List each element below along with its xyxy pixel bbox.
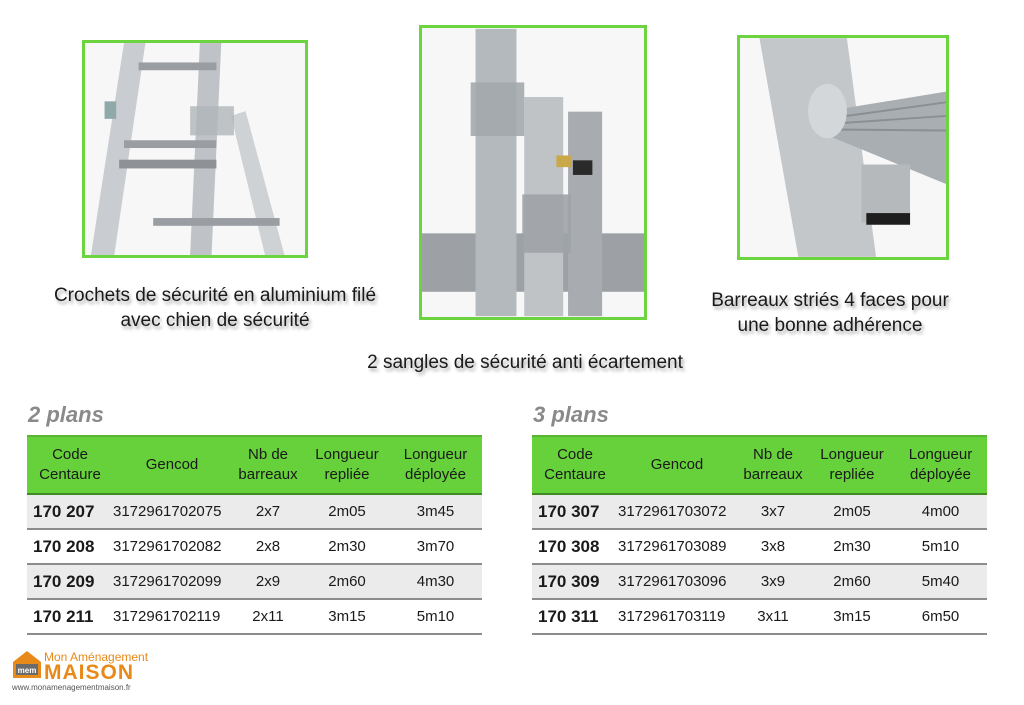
header-code-centaure: Code Centaure xyxy=(27,436,113,494)
cell-code: 170 311 xyxy=(532,599,618,634)
cell-code: 170 208 xyxy=(27,529,113,564)
caption-ribbed-rungs xyxy=(680,288,980,338)
caption-safety-straps xyxy=(320,350,730,375)
caption-safety-hooks xyxy=(10,283,420,333)
cell-folded: 3m15 xyxy=(305,599,389,634)
header-longueur-repliee: Longueur repliée xyxy=(305,436,389,494)
cell-deployed: 5m40 xyxy=(894,564,987,599)
table-row xyxy=(27,494,482,529)
cell-deployed: 3m45 xyxy=(389,494,482,529)
cell-gencod: 3172961702119 xyxy=(113,599,231,634)
header-longueur-repliee: Longueur repliée xyxy=(810,436,894,494)
logo-tagline: Mon Aménagement xyxy=(44,650,149,664)
cell-gencod: 3172961702082 xyxy=(113,529,231,564)
cell-deployed: 5m10 xyxy=(389,599,482,634)
photo-safety-straps xyxy=(419,25,647,320)
cell-deployed: 4m30 xyxy=(389,564,482,599)
table-row xyxy=(27,599,482,634)
caption-rungs-line1: Barreaux striés 4 faces pour xyxy=(711,290,949,311)
spec-table-2-plans xyxy=(27,435,482,635)
cell-code: 170 207 xyxy=(27,494,113,529)
cell-folded: 3m15 xyxy=(810,599,894,634)
cell-gencod: 3172961703072 xyxy=(618,494,736,529)
header-code-centaure: Code Centaure xyxy=(532,436,618,494)
cell-deployed: 3m70 xyxy=(389,529,482,564)
cell-deployed: 5m10 xyxy=(894,529,987,564)
cell-nb: 3x11 xyxy=(736,599,810,634)
house-logo-icon xyxy=(12,650,42,678)
caption-rungs-line2: une bonne adhérence xyxy=(737,315,923,336)
table-row xyxy=(532,494,987,529)
table-row xyxy=(27,564,482,599)
table-header-row xyxy=(532,436,987,494)
cell-nb: 3x8 xyxy=(736,529,810,564)
cell-deployed: 4m00 xyxy=(894,494,987,529)
table-row xyxy=(532,599,987,634)
cell-nb: 2x9 xyxy=(231,564,305,599)
cell-code: 170 307 xyxy=(532,494,618,529)
section-title-3-plans: 3 plans xyxy=(533,402,609,427)
cell-nb: 2x8 xyxy=(231,529,305,564)
cell-folded: 2m30 xyxy=(810,529,894,564)
header-longueur-deployee: Longueur déployée xyxy=(389,436,482,494)
cell-folded: 2m60 xyxy=(810,564,894,599)
svg-text:mem: mem xyxy=(17,666,37,675)
cell-code: 170 211 xyxy=(27,599,113,634)
table-header-row xyxy=(27,436,482,494)
header-gencod: Gencod xyxy=(113,436,231,494)
ladder-rungs-illustration xyxy=(740,38,946,257)
photo-safety-hooks xyxy=(82,40,308,258)
cell-folded: 2m05 xyxy=(305,494,389,529)
brand-logo[interactable] xyxy=(12,650,152,698)
spec-table-3-plans xyxy=(532,435,987,635)
cell-gencod: 3172961702099 xyxy=(113,564,231,599)
header-nb-barreaux: Nb de barreaux xyxy=(231,436,305,494)
cell-gencod: 3172961703119 xyxy=(618,599,736,634)
caption-straps-text: 2 sangles de sécurité anti écartement xyxy=(367,352,683,373)
ladder-hooks-illustration xyxy=(85,43,305,255)
cell-nb: 2x7 xyxy=(231,494,305,529)
table-row xyxy=(532,529,987,564)
caption-hooks-line1: Crochets de sécurité en aluminium filé xyxy=(53,285,377,306)
photo-ribbed-rungs xyxy=(737,35,949,260)
cell-nb: 2x11 xyxy=(231,599,305,634)
cell-folded: 2m05 xyxy=(810,494,894,529)
cell-gencod: 3172961703089 xyxy=(618,529,736,564)
header-nb-barreaux: Nb de barreaux xyxy=(736,436,810,494)
cell-gencod: 3172961702075 xyxy=(113,494,231,529)
ladder-straps-illustration xyxy=(422,28,644,317)
cell-folded: 2m60 xyxy=(305,564,389,599)
cell-deployed: 6m50 xyxy=(894,599,987,634)
header-longueur-deployee: Longueur déployée xyxy=(894,436,987,494)
cell-code: 170 209 xyxy=(27,564,113,599)
cell-nb: 3x9 xyxy=(736,564,810,599)
section-title-2-plans: 2 plans xyxy=(28,402,104,427)
cell-code: 170 309 xyxy=(532,564,618,599)
cell-code: 170 308 xyxy=(532,529,618,564)
cell-nb: 3x7 xyxy=(736,494,810,529)
header-gencod: Gencod xyxy=(618,436,736,494)
table-row xyxy=(532,564,987,599)
cell-gencod: 3172961703096 xyxy=(618,564,736,599)
table-row xyxy=(27,529,482,564)
caption-hooks-line2: avec chien de sécurité xyxy=(120,310,310,331)
logo-url[interactable]: www.monamenagementmaison.fr xyxy=(12,683,131,692)
logo-wordmark: MAISON xyxy=(44,661,134,684)
cell-folded: 2m30 xyxy=(305,529,389,564)
